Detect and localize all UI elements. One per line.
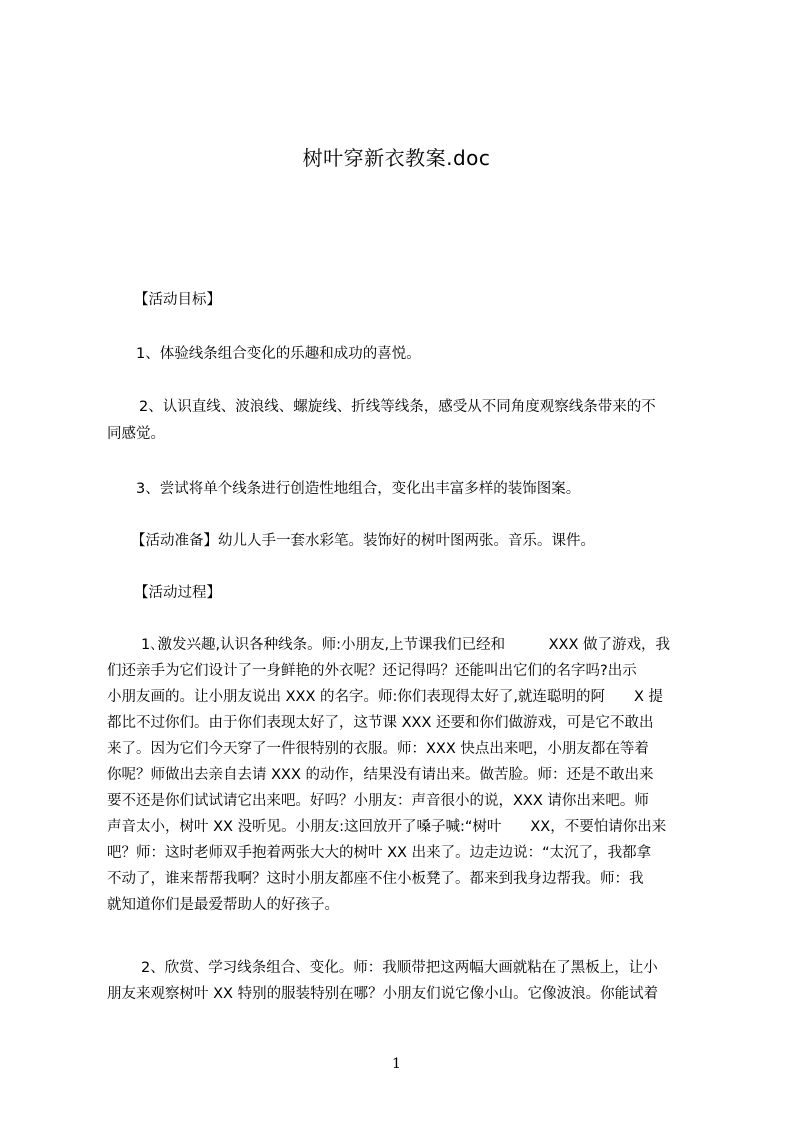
process-heading: 【活动过程】 [134,585,221,601]
goal-item-3: 3、尝试将单个线条进行创造性地组合，变化出丰富多样的装饰图案。 [136,481,581,497]
preparation-paragraph: 【活动准备】幼儿人手一套水彩笔。装饰好的树叶图两张。音乐。课件。 [131,533,595,549]
document-title: 树叶穿新衣教案.doc [302,146,491,170]
step-1-line: 声音太小，树叶 XX 没听见。小朋友:这回放开了嗓子喊:“树叶 XX，不要怕请你出来 [107,819,667,835]
step-1-line: 小朋友画的。让小朋友说出 XXX 的名字。师:你们表现得太好了,就连聪明的阿 X 提 [107,689,664,705]
step-1-line: 来了。因为它们今天穿了一件很特别的衣服。师：XXX 快点出来吧，小朋友都在等着 [107,741,649,757]
step-1-line: 都比不过你们。由于你们表现太好了，这节课 XXX 还要和你们做游戏，可是它不敢出 [107,715,654,731]
goal-item-1: 1、体验线条组合变化的乐趣和成功的喜悦。 [136,346,421,362]
step-1-line: 1､激发兴趣,认识各种线条。师:小朋友,上节课我们已经和 XXX 做了游戏，我 [141,637,670,653]
step-2-paragraph [107,955,658,1007]
step-1-line: 你呢？师做出去亲自去请 XXX 的动作，结果没有请出来。做苦脸。师：还是不敢出来 [107,767,654,783]
step-1-line: 就知道你们是最爱帮助人的好孩子。 [107,897,339,913]
step-2-line: 朋友来观察树叶 XX 特别的服装特别在哪？小朋友们说它像小山。它像波浪。你能试着 [107,986,659,1002]
step-1-paragraph [107,632,670,918]
step-1-line: 要不还是你们试试请它出来吧。好吗？小朋友：声音很小的说，XXX 请你出来吧。师 [107,793,649,809]
page-number: 1 [392,1056,401,1072]
step-1-line: 吧？师：这时老师双手抱着两张大大的树叶 XX 出来了。边走边说：“太沉了，我都拿 [107,845,652,861]
goals-heading: 【活动目标】 [134,292,221,308]
step-1-line: 不动了，谁来帮帮我啊？这时小朋友都座不住小板凳了。都来到我身边帮我。师：我 [107,871,644,887]
step-2-line: 2、欣赏、学习线条组合、变化。师：我顺带把这两幅大画就粘在了黑板上，让小 [141,960,658,976]
goal-item-2-line-1: 2、认识直线、波浪线、螺旋线、折线等线条，感受从不同角度观察线条带来的不 [139,399,656,415]
step-1-line: 们还亲手为它们设计了一身鲜艳的外衣呢？还记得吗？还能叫出它们的名字吗?出示 [107,663,637,679]
goal-item-2-line-2: 同感觉。 [107,426,165,442]
